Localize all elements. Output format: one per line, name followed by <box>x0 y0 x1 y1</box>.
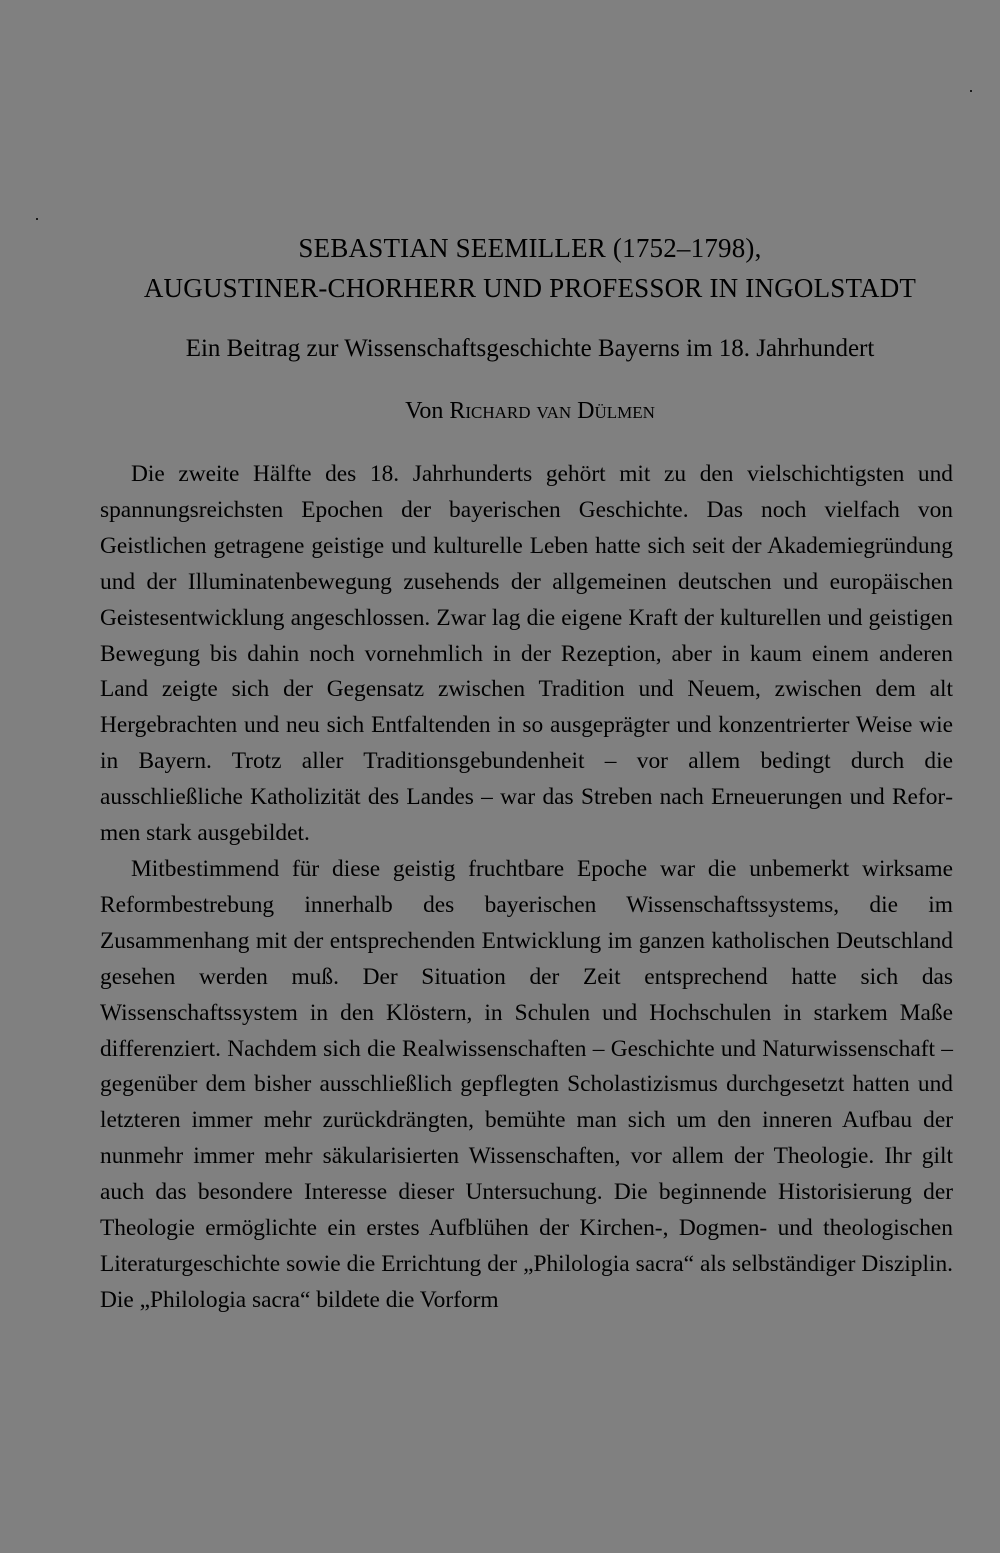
body-text <box>100 457 953 1319</box>
paragraph-2: Mitbestimmend für diese geistig fruchtbare Epoche war die unbemerkt wirksame Reformbestrebung innerhalb des bayerischen Wissenschaftssystems, die im Zusammenhang mit der entsprechenden Entwicklung im ganzen katholischen Deutschland gesehen werden muß. Der Situation der Zeit entsprechend hatte sich das Wissenschaftssystem in den Klöstern, in Schulen und Hochschulen in starkem Maße differenziert. Nachdem sich die Realwissenschaften – Geschichte und Naturwissenschaft – gegenüber dem bisher ausschließlich gepflegten Scholastizismus durchgesetzt hatten und letzteren immer mehr zurückdrängten, bemühte man sich um den inneren Aufbau der nunmehr immer mehr säkularisierten Wissenschaften, vor allem der Theologie. Ihr gilt auch das besondere Interesse dieser Untersuchung. Die beginnende Historisierung der Theologie ermöglichte ein erstes Aufblühen der Kirchen-, Dogmen- und theologischen Literaturgeschichte sowie die Errichtung der „Philologia sacra“ als selbständiger Disziplin. Die „Philologia sacra“ bildete die Vorform <box>100 855 953 1313</box>
author-byline <box>60 395 1000 427</box>
scan-speck <box>36 218 38 220</box>
article-title-line-1: SEBASTIAN SEEMILLER (1752–1798), <box>298 233 762 263</box>
byline-prefix: Von <box>405 398 450 424</box>
article-title-line-2: AUGUSTINER-CHORHERR UND PROFESSOR IN INGOLSTADT <box>143 273 917 303</box>
article-subtitle: Ein Beitrag zur Wissenschaftsgeschichte Bayerns im 18. Jahrhundert <box>185 335 875 362</box>
article-title <box>60 228 1000 308</box>
author-name: Richard van Dülmen <box>449 398 655 424</box>
scan-speck <box>970 90 972 92</box>
paragraph-1: Die zweite Hälfte des 18. Jahrhunderts gehört mit zu den vielschichtigsten und spannungsreichsten Epochen der bayerischen Geschichte. Das noch vielfach von Geistlichen getragene geistige und kulturelle Leben hatte sich seit der Akademiegründung und der Illuminatenbewegung zusehends der allgemeinen deutschen und europäischen Geistesentwicklung angeschlossen. Zwar lag die eigene Kraft der kulturellen und geistigen Bewegung bis dahin noch vornehmlich in der Rezeption, aber in kaum einem anderen Land zeigte sich der Gegensatz zwischen Tradition und Neuem, zwischen dem alt Hergebrachten und neu sich Entfaltenden in so ausgeprägter und konzentrierter Weise wie in Bayern. Trotz aller Traditionsgebundenheit – vor allem bedingt durch die ausschließliche Katholizität des Landes – war das Streben nach Erneuerungen und Reformen stark ausgebildet. <box>100 461 953 847</box>
